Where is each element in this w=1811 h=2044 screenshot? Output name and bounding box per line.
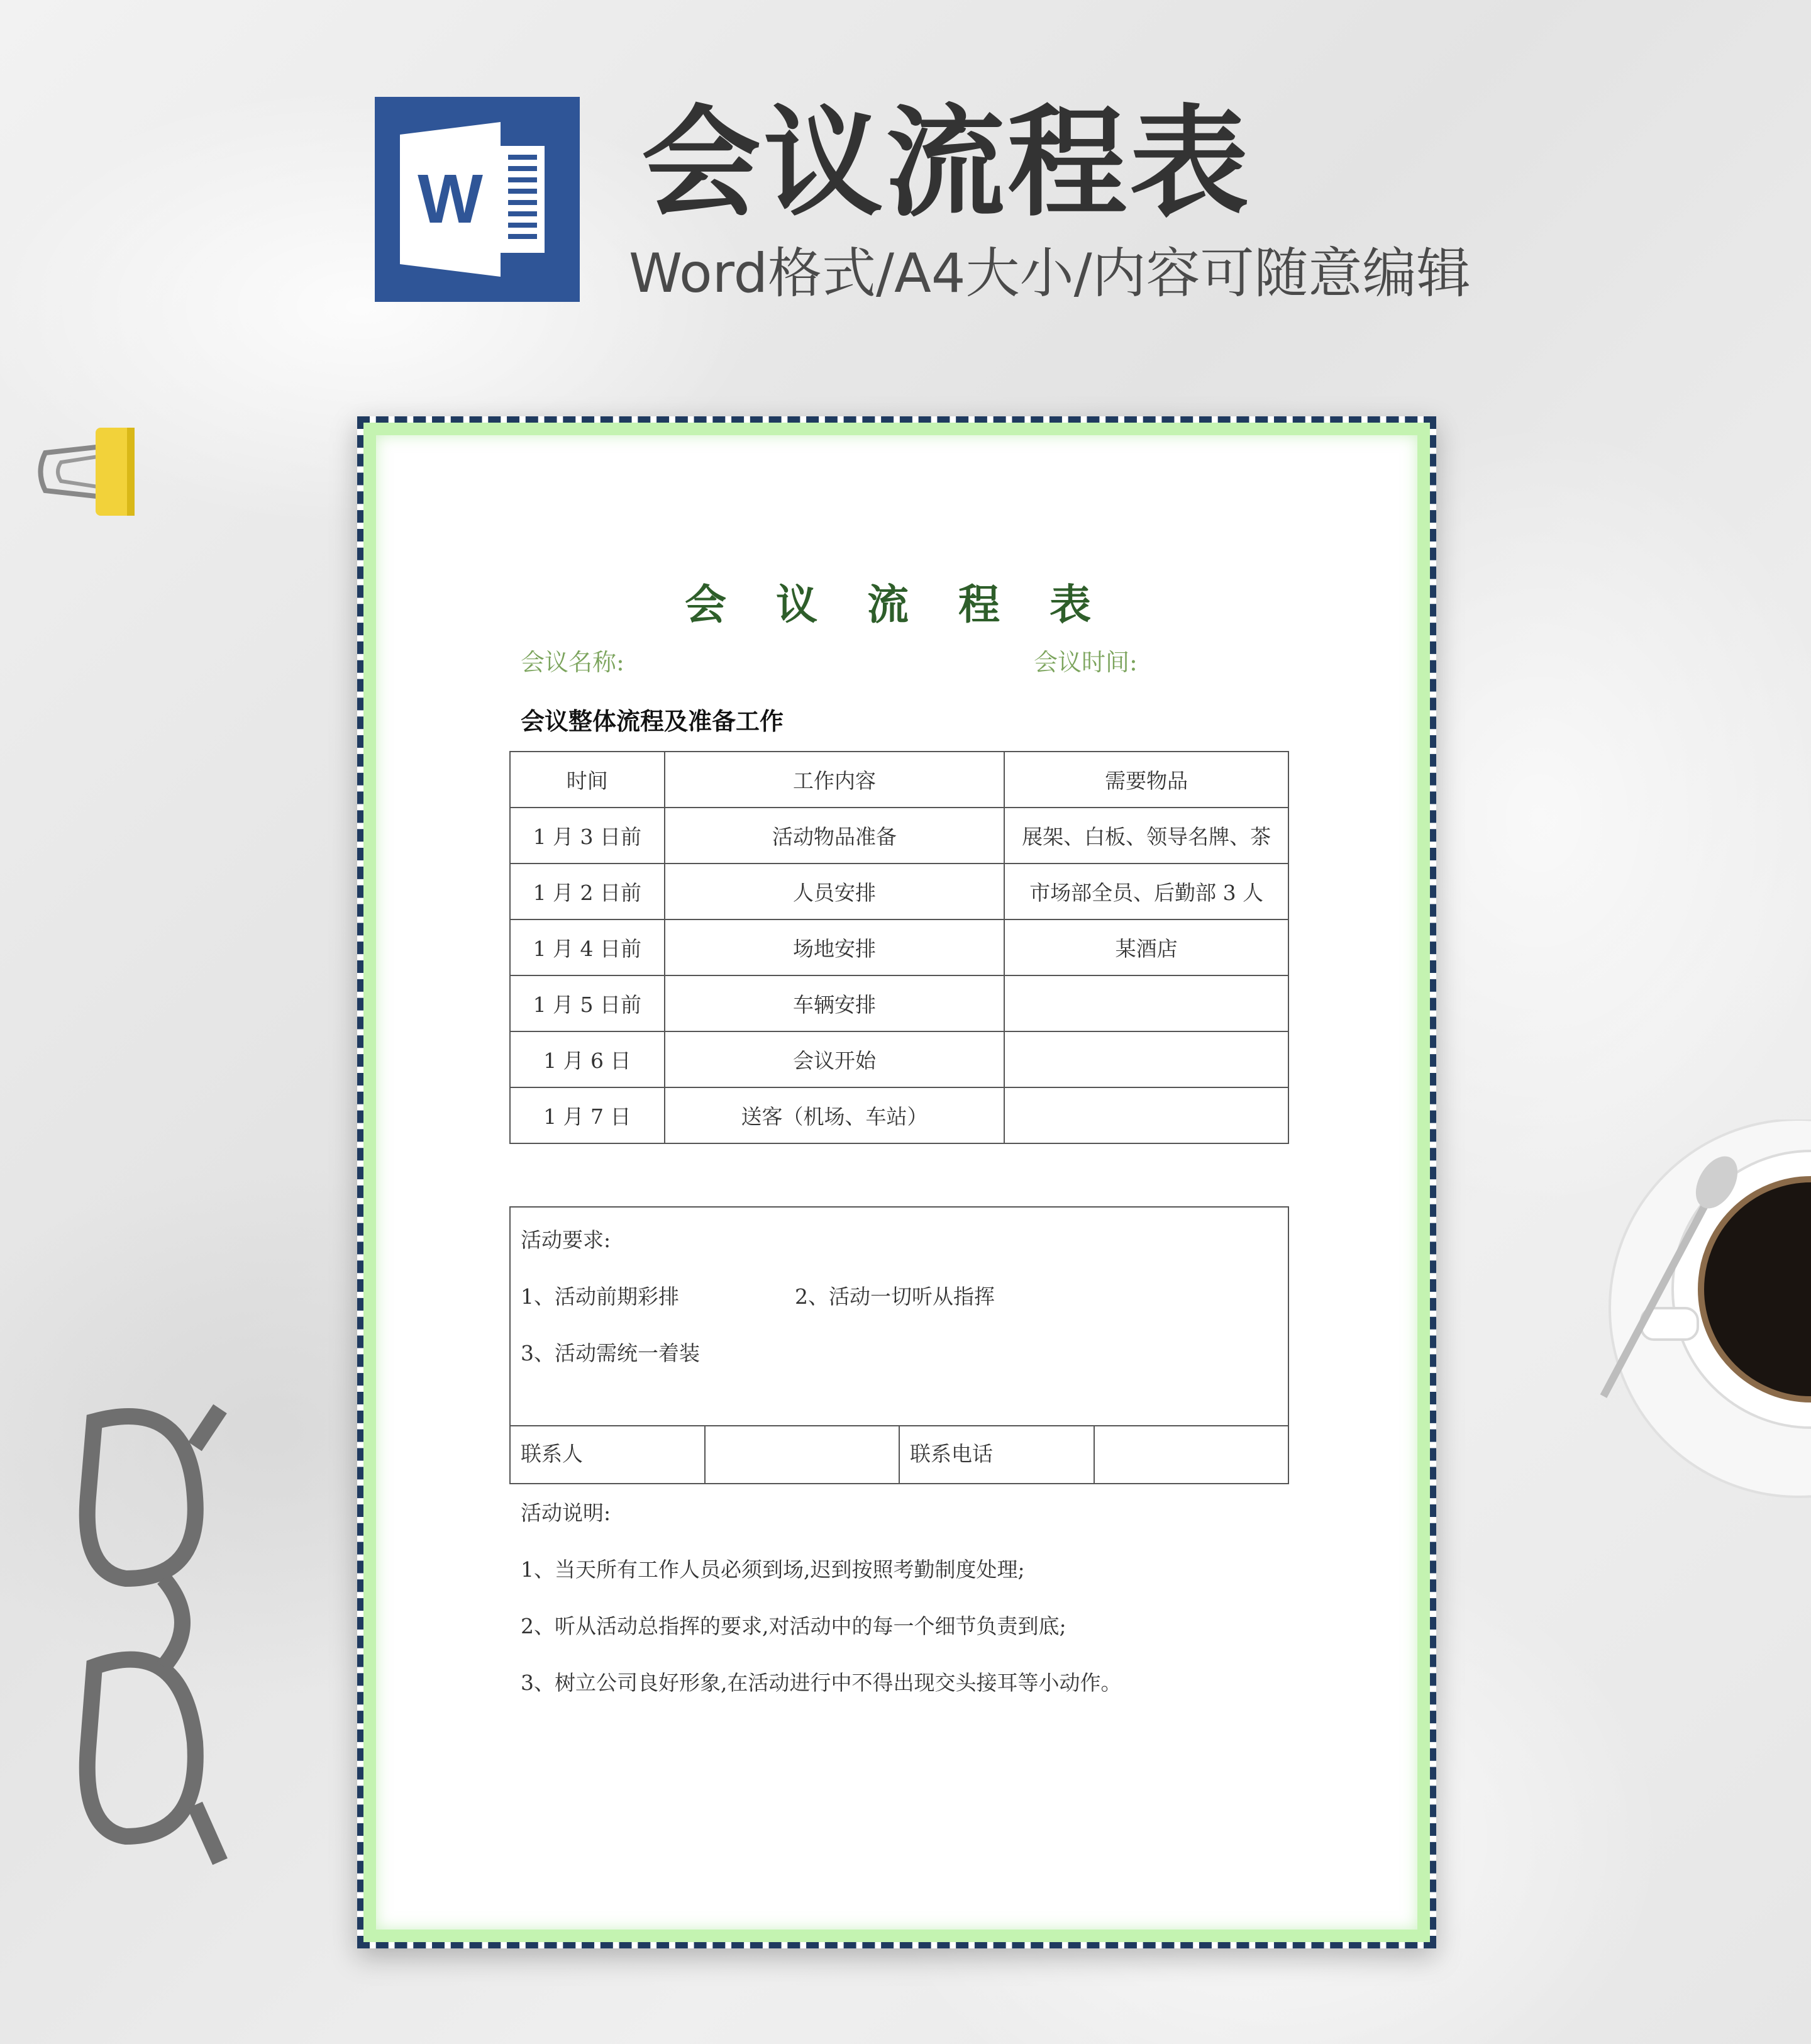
table-cell: 某酒店 <box>1004 919 1288 975</box>
table-header: 工作内容 <box>665 752 1005 808</box>
document-title: 会 议 流 程 表 <box>685 580 1109 629</box>
table-header-row <box>510 752 1288 808</box>
binder-clip-icon <box>33 428 146 516</box>
note-item: 3、树立公司良好形象,在活动进行中不得出现交头接耳等小动作。 <box>521 1670 1122 1695</box>
table-row <box>510 808 1288 864</box>
table-cell: 市场部全员、后勤部 3 人 <box>1004 864 1288 919</box>
table-header: 需要物品 <box>1004 752 1288 808</box>
table-cell: 人员安排 <box>665 864 1005 919</box>
word-icon <box>375 97 580 302</box>
requirements-box <box>509 1206 1289 1484</box>
table-cell <box>1004 1087 1288 1143</box>
table-cell: 1 月 5 日前 <box>510 975 665 1031</box>
table-cell: 车辆安排 <box>665 975 1005 1031</box>
contact-label: 联系人 <box>511 1426 706 1483</box>
notes-section <box>521 1501 1122 1727</box>
table-cell: 1 月 3 日前 <box>510 808 665 864</box>
table-row <box>510 1087 1288 1143</box>
table-row <box>510 919 1288 975</box>
table-cell: 1 月 6 日 <box>510 1031 665 1087</box>
requirements-title: 活动要求: <box>521 1228 611 1252</box>
requirement-item: 1、活动前期彩排 <box>521 1284 679 1309</box>
table-cell: 送客（机场、车站） <box>665 1087 1005 1143</box>
notes-title: 活动说明: <box>521 1501 611 1525</box>
meeting-time-label: 会议时间: <box>1034 648 1138 676</box>
requirement-item: 3、活动需统一着装 <box>521 1341 700 1365</box>
table-cell: 活动物品准备 <box>665 808 1005 864</box>
hero-subtitle: Word格式/A4大小/内容可随意编辑 <box>629 242 1471 305</box>
section-heading: 会议整体流程及准备工作 <box>521 707 784 735</box>
coffee-cup-icon <box>1585 1119 1811 1522</box>
eyeglasses-icon <box>69 1371 233 1912</box>
table-cell: 1 月 2 日前 <box>510 864 665 919</box>
table-cell: 1 月 7 日 <box>510 1087 665 1143</box>
document-page <box>357 416 1436 1948</box>
table-row <box>510 864 1288 919</box>
note-item: 2、听从活动总指挥的要求,对活动中的每一个细节负责到底; <box>521 1614 1066 1638</box>
table-cell: 场地安排 <box>665 919 1005 975</box>
hero-title: 会议流程表 <box>641 94 1252 233</box>
contact-row <box>511 1425 1288 1483</box>
note-item: 1、当天所有工作人员必须到场,迟到按照考勤制度处理; <box>521 1557 1025 1582</box>
flow-table <box>509 751 1289 1144</box>
table-cell: 1 月 4 日前 <box>510 919 665 975</box>
table-cell <box>1004 975 1288 1031</box>
meeting-name-label: 会议名称: <box>521 648 624 676</box>
phone-value[interactable] <box>1095 1426 1288 1483</box>
table-cell <box>1004 1031 1288 1087</box>
contact-value[interactable] <box>706 1426 900 1483</box>
table-cell: 会议开始 <box>665 1031 1005 1087</box>
table-cell: 展架、白板、领导名牌、茶 <box>1004 808 1288 864</box>
requirement-item: 2、活动一切听从指挥 <box>795 1284 995 1309</box>
table-header: 时间 <box>510 752 665 808</box>
table-row <box>510 1031 1288 1087</box>
phone-label: 联系电话 <box>900 1426 1095 1483</box>
svg-text:W: W <box>418 160 483 238</box>
table-row <box>510 975 1288 1031</box>
